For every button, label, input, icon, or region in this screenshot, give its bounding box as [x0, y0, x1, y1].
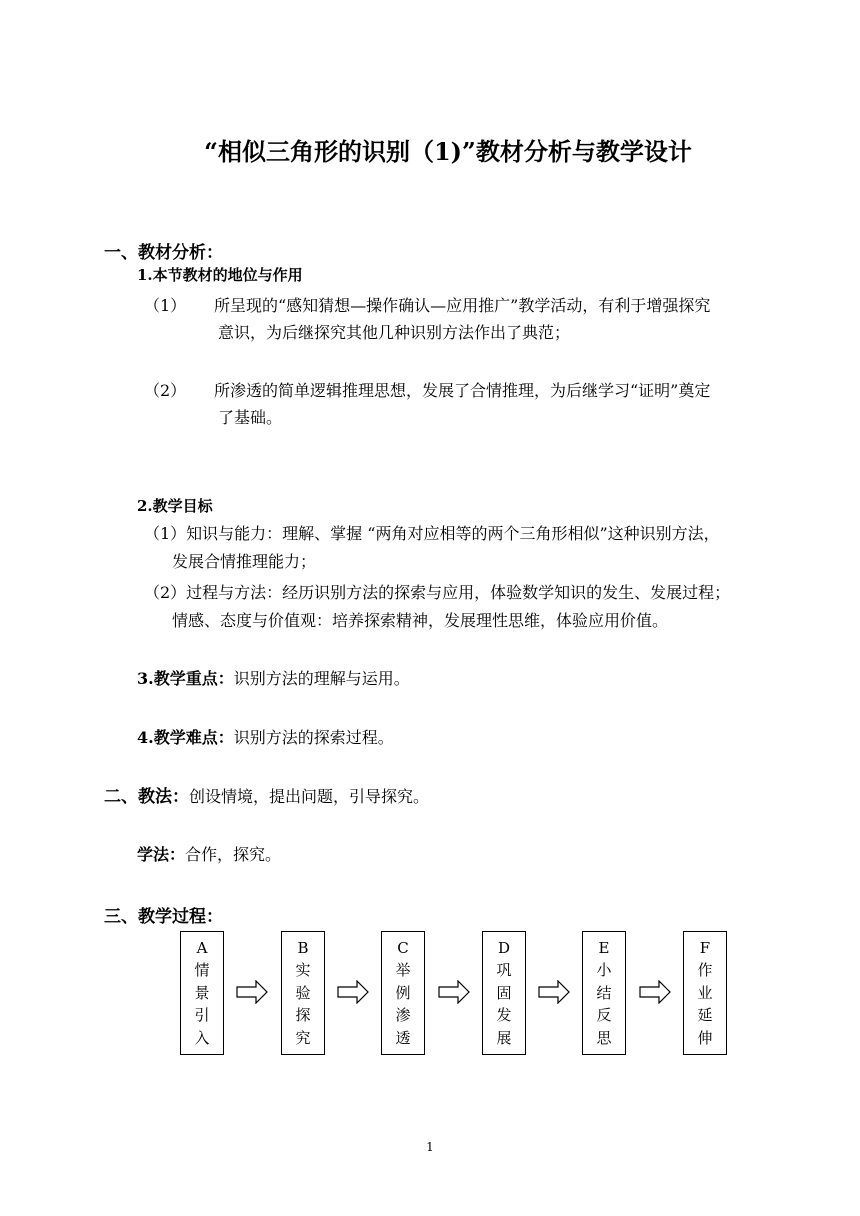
flow-step-char: 探: [295, 1006, 311, 1025]
teaching-method-text: 创设情境，提出问题，引导探究。: [189, 787, 430, 806]
flow-step-letter: C: [397, 938, 409, 957]
flow-step-d: [482, 931, 526, 1055]
section-3-heading: 三、教学过程：: [104, 907, 223, 927]
flow-step-char: 渗: [395, 1006, 411, 1025]
item-2-line-2: 了基础。: [218, 408, 283, 427]
flow-step-char: 业: [697, 983, 713, 1002]
flow-step-char: 思: [596, 1028, 612, 1047]
right-arrow-icon: [337, 980, 369, 1004]
flow-step-letter: D: [497, 938, 511, 957]
learning-method-label: 学法：: [137, 845, 186, 864]
right-arrow-icon: [639, 980, 671, 1004]
flow-step-b: [281, 931, 325, 1055]
flow-step-char: 巩: [496, 961, 512, 980]
objective-line-4: 情感、态度与价值观：培养探索精神，发展理性思维，体验应用价值。: [172, 611, 669, 630]
teaching-method-label: 二、教法：: [104, 787, 189, 807]
flow-step-char: 伸: [697, 1028, 713, 1047]
learning-method: [137, 845, 281, 865]
item-2-line-1: 所渗透的简单逻辑推理思想，发展了合情推理，为后继学习“证明”奠定: [214, 381, 711, 400]
item-1-number: （1）: [144, 296, 187, 315]
right-arrow-icon: [236, 980, 268, 1004]
right-arrow-icon: [438, 980, 470, 1004]
learning-method-text: 合作，探究。: [185, 845, 282, 864]
teaching-focus-label: 3.教学重点：: [137, 669, 234, 688]
teaching-difficulty: [137, 728, 394, 748]
flow-step-char: 入: [194, 1028, 210, 1047]
flow-step-char: 引: [194, 1006, 210, 1025]
objective-line-3: （2）过程与方法：经历识别方法的探索与应用，体验数学知识的发生、发展过程；: [144, 583, 731, 602]
item-1-line-2: 意识，为后继探究其他几种识别方法作出了典范；: [218, 323, 571, 342]
flow-step-char: 小: [596, 961, 612, 980]
flow-step-char: 透: [395, 1028, 411, 1047]
subsection-2-heading: 2.教学目标: [137, 497, 213, 515]
flow-step-char: 延: [697, 1006, 713, 1025]
section-1-heading: 一、教材分析：: [104, 243, 223, 263]
objective-line-2: 发展合情推理能力；: [172, 552, 317, 571]
teaching-difficulty-label: 4.教学难点：: [137, 728, 234, 747]
flow-step-a: [180, 931, 224, 1055]
right-arrow-icon: [538, 980, 570, 1004]
flow-step-char: 固: [496, 983, 512, 1002]
item-2-number: （2）: [144, 381, 187, 400]
teaching-method: [104, 787, 429, 807]
flow-step-letter: B: [297, 938, 309, 957]
flow-step-letter: E: [598, 938, 610, 957]
flow-step-letter: F: [699, 938, 711, 957]
item-1-line-1: 所呈现的“感知猜想—操作确认—应用推广”教学活动，有利于增强探究: [214, 296, 711, 315]
flow-step-e: [582, 931, 626, 1055]
flow-step-char: 结: [596, 983, 612, 1002]
subsection-1-heading: 1.本节教材的地位与作用: [137, 266, 303, 284]
flow-step-char: 实: [295, 961, 311, 980]
flow-step-char: 反: [596, 1006, 612, 1025]
flow-step-char: 发: [496, 1006, 512, 1025]
flow-step-char: 举: [395, 961, 411, 980]
flow-step-char: 例: [395, 983, 411, 1002]
flow-step-char: 展: [496, 1028, 512, 1047]
flow-step-char: 情: [194, 961, 210, 980]
page-number: 1: [426, 1140, 434, 1154]
teaching-focus: [137, 669, 410, 689]
document-title: “相似三角形的识别（1)”教材分析与教学设计: [204, 137, 692, 166]
flow-step-c: [381, 931, 425, 1055]
flow-step-char: 景: [194, 983, 210, 1002]
objective-line-1: （1）知识与能力：理解、掌握 “两角对应相等的两个三角形相似”这种识别方法，: [144, 524, 720, 543]
teaching-focus-text: 识别方法的理解与运用。: [233, 669, 410, 688]
flow-step-char: 验: [295, 983, 311, 1002]
flow-step-letter: A: [196, 938, 208, 957]
teaching-difficulty-text: 识别方法的探索过程。: [233, 728, 394, 747]
flow-step-char: 究: [295, 1028, 311, 1047]
flow-step-char: 作: [697, 961, 713, 980]
flow-step-f: [683, 931, 727, 1055]
